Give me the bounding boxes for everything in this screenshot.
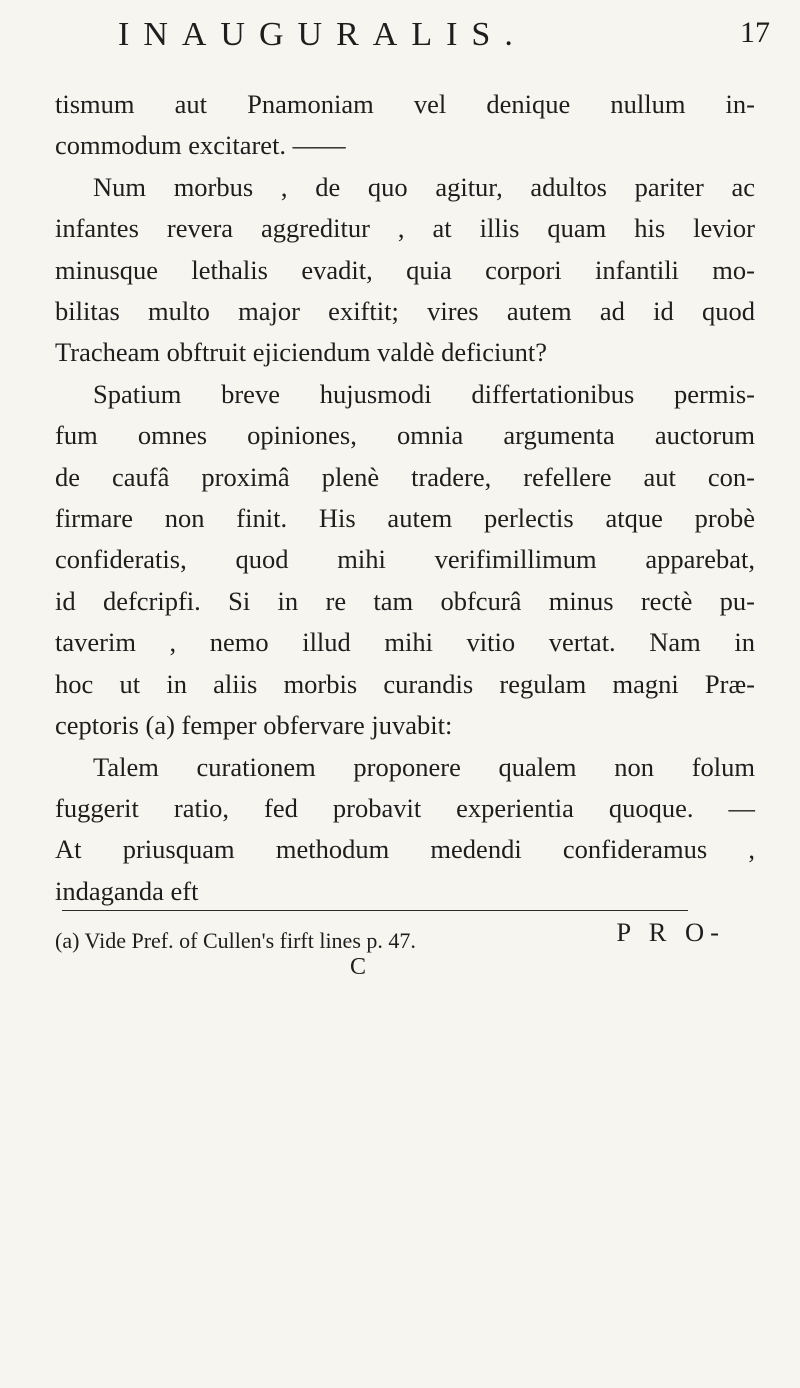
body-text [55,84,755,954]
text-line: hoc ut in aliis morbis curandis regulam magni Præ- [55,668,755,699]
footnote: (a) Vide Pref. of Cullen's firft lines p. 47. [55,928,416,953]
text-line: taverim , nemo illud mihi vitio vertat. Nam in [55,627,755,658]
text-line: ceptoris (a) femper obfervare juvabit: [55,710,453,741]
text-line: confideratis, quod mihi verifimillimum apparebat, [55,544,755,575]
footnote-rule [62,910,688,911]
text-line: minusque lethalis evadit, quia corpori infantili mo- [55,254,755,285]
text-line: Talem curationem proponere qualem non folum [93,751,755,782]
text-line: commodum excitaret. —— [55,130,346,161]
text-line: id defcripfi. Si in re tam obfcurâ minus rectè pu- [55,585,755,616]
text-line: bilitas multo major exiftit; vires autem ad id quod [55,296,755,327]
text-line: firmare non finit. His autem perlectis atque probè [55,503,755,534]
text-line: At priusquam methodum medendi confideramus , [55,834,755,865]
text-line: de caufâ proximâ plenè tradere, refellere aut con- [55,461,755,492]
page-number: 17 [740,16,770,49]
text-line: infantes revera aggreditur , at illis quam his levior [55,213,755,244]
signature-mark: C [350,954,367,980]
text-line: Tracheam obftruit ejiciendum valdè deficiunt? [55,337,548,368]
text-line: Spatium breve hujusmodi differtationibus permis- [93,378,755,409]
catchword: P R O- [616,917,725,948]
text-line: Num morbus , de quo agitur, adultos pariter ac [93,171,755,202]
text-line: fuggerit ratio, fed probavit experientia quoque. — [55,792,755,823]
text-line: tismum aut Pnamoniam vel denique nullum in- [55,89,755,119]
text-line: indaganda eft [55,875,199,906]
running-title: INAUGURALIS. [118,16,527,53]
text-line: fum omnes opiniones, omnia argumenta auctorum [55,420,755,451]
running-head [0,16,800,76]
